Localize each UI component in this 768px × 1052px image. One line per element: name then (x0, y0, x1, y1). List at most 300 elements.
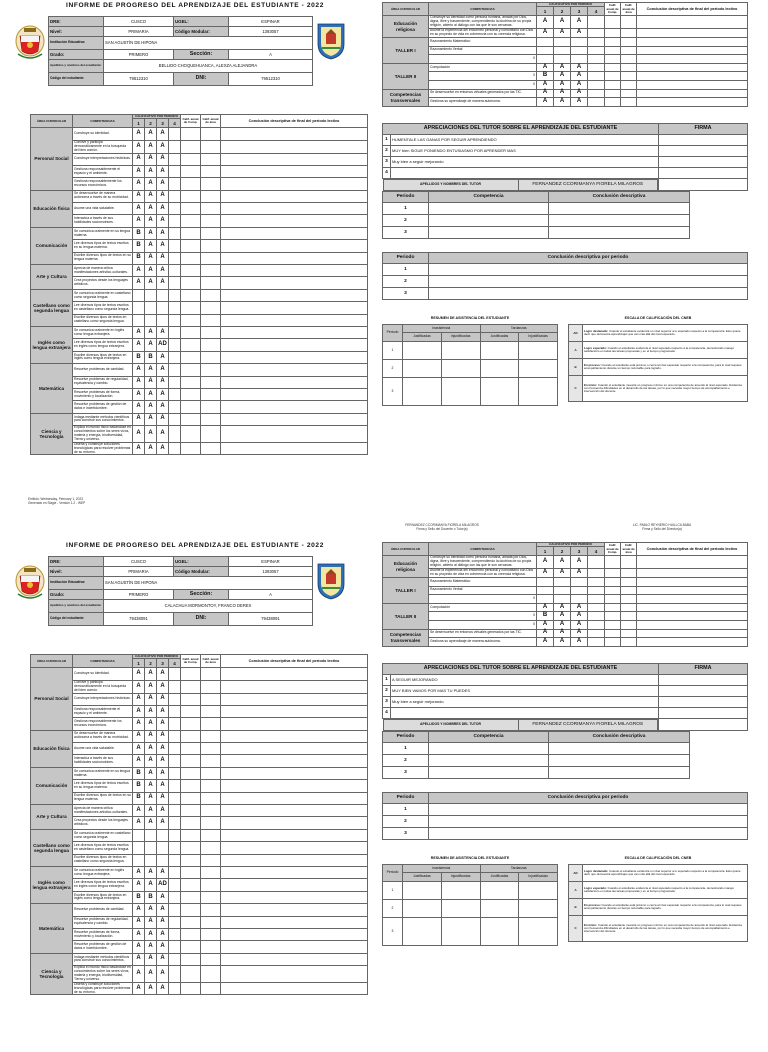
calif-area-cell (621, 569, 637, 578)
calif-anual-cell (181, 693, 201, 705)
competencia-text: Lee diversos tipos de textos escritos en su lengua materna. (73, 240, 133, 252)
header-area: ÁREA CURRICULAR (31, 655, 73, 668)
grade-cell: A (145, 705, 157, 717)
grade-cell: A (537, 569, 554, 578)
calif-anual-cell (181, 190, 201, 202)
calif-anual-cell (181, 227, 201, 239)
conclusion-cell (637, 89, 748, 98)
grade-cell-empty (169, 240, 181, 252)
table-row (31, 165, 368, 177)
grade-cell: A (157, 240, 169, 252)
area-name: Castellano como segunda lengua (31, 289, 73, 326)
header-period-p2: 2 (554, 7, 571, 16)
grade-cell-empty (169, 879, 181, 891)
grade-cell-empty (588, 620, 605, 629)
header-calif-area: Calif. anual de área (622, 543, 635, 554)
competencia-text (429, 595, 537, 604)
table-row (31, 916, 368, 928)
calif-area-cell (201, 966, 221, 983)
conclusion-cell (221, 376, 368, 388)
peru-coat-of-arms-icon (14, 564, 46, 602)
grade-cell: A (554, 80, 571, 89)
table-row (31, 928, 368, 940)
grade-cell: A (157, 140, 169, 153)
calif-area-cell (201, 743, 221, 755)
conclusion-cell (221, 982, 368, 995)
table-row (31, 240, 368, 252)
header-period-p2: 2 (145, 659, 157, 668)
grade-cell (554, 46, 571, 55)
calif-area-cell (621, 46, 637, 55)
table-row (31, 680, 368, 693)
competencia-text: Construye su identidad. (73, 668, 133, 680)
calif-anual-cell (605, 89, 621, 98)
calif-anual-cell (605, 55, 621, 64)
calif-anual-cell (605, 98, 621, 107)
calif-area-cell (201, 916, 221, 928)
competencia-text: Convive y participa democráticamente en la búsqueda del bien común. (73, 140, 133, 153)
tutor-title: APRECIACIONES DEL TUTOR SOBRE EL APRENDIZAJE DEL ESTUDIANTE (383, 663, 659, 674)
grade-cell: A (157, 817, 169, 829)
grade-cell-empty (169, 339, 181, 351)
grade-cell (571, 595, 588, 604)
competencia-text: Se comunica oralmente en castellano como segunda lengua. (73, 289, 133, 301)
ugel-value: ESPINAR (229, 557, 313, 567)
calif-anual-cell (605, 620, 621, 629)
competencia-text: Explica el mundo físico basándose en conocimientos sobre los seres vivos, materia y energía, biodiversidad, Tierra y universo. (74, 965, 131, 981)
calif-anual-cell (181, 879, 201, 891)
competencia-text: Se comunica oralmente en su lengua materna. (73, 767, 133, 779)
calif-area-cell (201, 767, 221, 779)
dre-value: CUSCO (104, 17, 174, 27)
codmod-label: Código Modular: (174, 27, 229, 37)
dre-value: CUSCO (104, 557, 174, 567)
competencia-text: Asume la experiencia del encuentro personal y comunitario con Dios en su proyecto de vida en coherencia con su creencia religiosa. (429, 569, 537, 578)
calif-anual-cell (181, 891, 201, 903)
calif-area-cell (621, 37, 637, 46)
grade-cell-empty (588, 638, 605, 647)
tutor-firma-label: FIRMA (659, 123, 748, 134)
grade-cell: A (537, 98, 554, 107)
grade-cell: A (145, 817, 157, 829)
table-row (31, 178, 368, 190)
area-name: Educación física (31, 730, 73, 767)
nivel-value: PRIMARIA (104, 567, 174, 577)
conclusion-cell (221, 805, 368, 817)
calif-area-cell (201, 364, 221, 376)
calif-area-cell (201, 817, 221, 829)
calif-area-cell (201, 165, 221, 177)
header-conclusion: Conclusión descriptiva de final del periodo lectivo (637, 543, 748, 556)
grade-cell-empty (588, 46, 605, 55)
grade-cell: A (145, 265, 157, 277)
calif-anual-cell (605, 569, 621, 578)
grade-cell: A (571, 620, 588, 629)
competencia-text: Se comunica oralmente en castellano como segunda lengua. (73, 829, 133, 841)
calif-anual-cell (181, 792, 201, 804)
grade-cell-empty (169, 227, 181, 239)
area-name: Arte y Cultura (31, 805, 73, 830)
grade-cell-empty (169, 203, 181, 215)
competencia-text: Indaga mediante métodos científicos para construir sus conocimientos. (73, 953, 133, 965)
grade-cell: A (554, 638, 571, 647)
grade-cell: B (537, 72, 554, 81)
area-name: Personal Social (31, 128, 73, 190)
conclusion-cell (221, 904, 368, 916)
grade-cell: A (554, 620, 571, 629)
grade-cell: A (145, 203, 157, 215)
grade-cell (133, 289, 145, 301)
grade-cell: A (133, 966, 145, 983)
area-name: Inglés como lengua extranjera (31, 326, 73, 363)
calif-area-cell (621, 63, 637, 72)
grade-cell (537, 577, 554, 586)
header-period-p4: 4 (588, 547, 605, 556)
calif-anual-cell (181, 854, 201, 866)
report-title: INFORME DE PROGRESO DEL APRENDIZAJE DEL ESTUDIANTE - 2022 (66, 2, 324, 9)
grade-cell: A (145, 866, 157, 878)
grade-cell: A (145, 388, 157, 400)
calif-area-cell (201, 289, 221, 301)
apreciacion-row: 2 MUY bien SIGUE PONIENDO ENTUSIASMO POR APRENDER MAS (383, 145, 748, 156)
calif-area-cell (201, 153, 221, 165)
area-name: Arte y Cultura (31, 265, 73, 290)
conclusion-cell (637, 569, 748, 578)
competencia-text: Indaga mediante métodos científicos para construir sus conocimientos. (73, 413, 133, 425)
grade-cell: A (157, 904, 169, 916)
grade-cell: A (145, 240, 157, 252)
calif-anual-cell (181, 953, 201, 965)
table-row (31, 190, 368, 202)
grade-cell (145, 842, 157, 854)
grade-cell: A (145, 730, 157, 742)
grade-cell: A (537, 556, 554, 569)
table-row (31, 780, 368, 792)
grade-cell: A (145, 718, 157, 730)
grade-cell: A (554, 603, 571, 612)
grade-cell: A (537, 620, 554, 629)
conclusion-cell (221, 165, 368, 177)
competencia-text (429, 80, 537, 89)
header-calif-anual: Calif. anual de Comp. (181, 115, 201, 128)
calif-area-cell (201, 953, 221, 965)
institucion-value: SAN AGUSTÍN DE HIPONA (104, 37, 313, 50)
table-row (31, 326, 368, 338)
grade-cell-empty (169, 705, 181, 717)
grade-cell: A (157, 426, 169, 443)
grade-cell-empty (588, 63, 605, 72)
table-row: 1 (383, 264, 748, 276)
grade-cell: A (157, 982, 169, 995)
grade-cell: A (537, 29, 554, 38)
header-period-p4: 4 (169, 659, 181, 668)
header-area: ÁREA CURRICULAR (383, 3, 429, 16)
conclusion-cell (221, 153, 368, 165)
calif-area-cell (201, 693, 221, 705)
calif-area-cell (201, 842, 221, 854)
dre-label: DRE: (49, 557, 104, 567)
calif-area-cell (201, 351, 221, 363)
grade-cell-empty (588, 603, 605, 612)
grade-cell-empty (169, 165, 181, 177)
header-calificativo: CALIFICATIVO POR PERIODO (537, 3, 605, 7)
table-row: 3 (383, 767, 690, 779)
calif-anual-cell (181, 866, 201, 878)
grade-cell-empty (169, 904, 181, 916)
grade-cell-empty (169, 755, 181, 767)
conclusion-cell (637, 55, 748, 64)
grade-cell: A (157, 718, 169, 730)
grade-cell: A (157, 668, 169, 680)
grade-cell: B (133, 240, 145, 252)
grade-cell-empty (588, 629, 605, 638)
competencia-text: Resuelve problemas de cantidad. (73, 904, 133, 916)
header-calificativo: CALIFICATIVO POR PERIODO (537, 543, 605, 547)
asistencia-title: RESUMEN DE ASISTENCIA DEL ESTUDIANTE (430, 856, 510, 861)
conclusion-cell (221, 879, 368, 891)
periodo-header: Periodo (383, 732, 429, 743)
apreciacion-row: 3 Muy bien a seguir mejorando (383, 156, 748, 167)
grade-cell: A (571, 29, 588, 38)
conclusion-cell (637, 595, 748, 604)
nombre-label: Apellidos y nombres del estudiante: (49, 60, 104, 73)
table-row (31, 705, 368, 717)
header-calif-area: Calif. anual de área (622, 3, 635, 14)
table-row (31, 128, 368, 140)
apreciacion-row: 4 (383, 707, 748, 718)
grade-cell: A (157, 401, 169, 413)
grade-cell: A (145, 879, 157, 891)
conclusion-periodo-header: Conclusión descriptiva por periodo (429, 793, 748, 804)
competencia-text: Crea proyectos desde los lenguajes artísticos. (73, 817, 133, 829)
calif-area-cell (201, 240, 221, 252)
escala-row: C En inicio: Cuando el estudiante muestra un progreso mínimo en una competencia de acuerdo al nivel esperado. Evidencia con frecuencia dificultades en el desarrollo de las tareas, por lo que necesita mayor tiempo de acompañamiento e intervención del docente. (569, 376, 748, 402)
grade-cell-empty (169, 364, 181, 376)
conclusion-cell (221, 426, 368, 443)
grade-cell: A (554, 569, 571, 578)
calif-area-cell (201, 190, 221, 202)
grade-cell: A (145, 928, 157, 940)
header-calificativo: CALIFICATIVO POR PERIODO (133, 655, 181, 659)
grade-cell: A (157, 215, 169, 227)
grade-cell: A (145, 277, 157, 289)
grade-cell: A (133, 817, 145, 829)
grade-cell: A (145, 982, 157, 995)
calif-area-cell (621, 595, 637, 604)
calif-anual-cell (181, 351, 201, 363)
grado-label: Grado: (49, 50, 104, 60)
calif-area-cell (201, 252, 221, 264)
grade-cell: A (145, 215, 157, 227)
competencia-text: Resuelve problemas de forma, movimiento y localización. (73, 928, 133, 940)
table-row (31, 743, 368, 755)
calif-anual-cell (605, 595, 621, 604)
grade-cell: A (133, 339, 145, 351)
grade-cell: A (133, 879, 145, 891)
competencia-conclusion-table (382, 191, 690, 239)
competencia-header: Competencia (429, 192, 549, 203)
calif-area-cell (201, 680, 221, 693)
competencia-text (429, 620, 537, 629)
conclusion-cell (221, 240, 368, 252)
grade-cell: A (133, 730, 145, 742)
calif-area-cell (201, 891, 221, 903)
conclusion-header: Conclusión descriptiva (549, 192, 690, 203)
grade-cell-empty (169, 829, 181, 841)
header-calificativo: CALIFICATIVO POR PERIODO (133, 115, 181, 119)
grade-cell: A (133, 668, 145, 680)
table-row: 3 (383, 227, 690, 239)
grade-cell-empty (588, 55, 605, 64)
conclusion-cell (221, 966, 368, 983)
escala-title: ESCALA DE CALIFICACIÓN DEL CNEB (624, 856, 692, 861)
grade-cell (537, 595, 554, 604)
table-row (383, 586, 748, 595)
table-row (383, 72, 748, 81)
conclusion-cell (221, 178, 368, 190)
student-dni: 79512310 (229, 73, 313, 86)
seccion-value: A (229, 50, 313, 60)
competencia-text: Escribe diversos tipos de textos en castellano como segunda lengua. (73, 854, 133, 866)
table-row (31, 277, 368, 289)
table-row: 3 (383, 288, 748, 300)
report-title: INFORME DE PROGRESO DEL APRENDIZAJE DEL ESTUDIANTE - 2022 (66, 542, 324, 549)
table-row (383, 620, 748, 629)
grade-cell: A (133, 376, 145, 388)
grade-cell-empty (588, 37, 605, 46)
competencia-text: Escribe diversos tipos de textos en inglés como lengua extranjera. (73, 891, 133, 903)
calif-area-cell (201, 388, 221, 400)
grade-cell: A (537, 629, 554, 638)
periodo-header: Periodo (383, 253, 429, 264)
competencia-text: Gestiona su aprendizaje de manera autónoma. (429, 638, 537, 647)
grade-cell-empty (588, 612, 605, 621)
grade-cell (554, 577, 571, 586)
grade-cell-empty (169, 153, 181, 165)
grades-table-left (30, 654, 368, 995)
grade-cell-empty (169, 743, 181, 755)
grade-cell-empty (169, 928, 181, 940)
header-period-p4: 4 (169, 119, 181, 128)
grade-cell-empty (169, 693, 181, 705)
table-row (383, 629, 748, 638)
calif-anual-cell (181, 982, 201, 995)
table-row (31, 289, 368, 301)
table-row (383, 55, 748, 64)
zero-value: 0 (533, 613, 535, 618)
calif-area-cell (201, 302, 221, 314)
grade-cell: A (133, 705, 145, 717)
header-period-p1: 1 (537, 547, 554, 556)
calif-area-cell (201, 780, 221, 792)
grade-cell (157, 302, 169, 314)
grade-cell-empty (169, 426, 181, 443)
grade-cell: AD (157, 339, 169, 351)
header-calif-anual: Calif. anual de Comp. (606, 543, 619, 554)
codigo-label: Código del estudiante: (49, 73, 104, 86)
grade-cell: A (145, 780, 157, 792)
nombre-label: Apellidos y nombres del estudiante: (49, 600, 104, 613)
grade-cell: A (133, 265, 145, 277)
competencia-text: Convive y participa democráticamente en la búsqueda del bien común. (73, 680, 133, 693)
grade-cell: A (157, 953, 169, 965)
competencia-conclusion-table (382, 731, 690, 779)
grade-cell-empty (169, 767, 181, 779)
escala-row: C En inicio: Cuando el estudiante muestra un progreso mínimo en una competencia de acuerdo al nivel esperado. Evidencia con frecuencia dificultades en el desarrollo de las tareas, por lo que necesita mayor tiempo de acompañamiento e intervención del docente. (569, 916, 748, 942)
grade-cell-empty (169, 916, 181, 928)
grade-cell (157, 314, 169, 326)
competencia-text (429, 612, 537, 621)
calif-area-cell (621, 620, 637, 629)
calif-anual-cell (181, 718, 201, 730)
director-signature: LIC. PABLO REYNERIO HUILLCA BABA Firma y Sello del Director(a) (632, 523, 692, 531)
competencia-text: Se desenvuelve de manera autónoma a través de su motricidad. (73, 190, 133, 202)
calif-anual-cell (605, 72, 621, 81)
grade-cell: A (537, 638, 554, 647)
grade-cell-empty (169, 442, 181, 455)
grade-cell: B (133, 767, 145, 779)
table-row (31, 252, 368, 264)
competencia-text (429, 72, 537, 81)
seccion-value: A (229, 590, 313, 600)
grade-cell-empty (169, 854, 181, 866)
calif-area-cell (621, 72, 637, 81)
grade-cell: B (145, 351, 157, 363)
escala-row: AD Logro destacado: Cuando el estudiante evidencia un nivel superior a lo esperado respecto a la competencia. Esto quiere decir que demuestra aprendizajes que van más allá del nivel esperado. (569, 325, 748, 342)
table-row (31, 227, 368, 239)
conclusion-cell (221, 128, 368, 140)
table-row (383, 29, 748, 38)
apreciacion-row: 1 HUMENTALE LAS GANAS POR SEGUIR APRENDIENDO (383, 134, 748, 145)
table-row: 3 (383, 378, 558, 406)
grade-cell: A (133, 442, 145, 455)
grade-cell-empty (588, 98, 605, 107)
ugel-label: UGEL: (174, 17, 229, 27)
calif-anual-cell (181, 767, 201, 779)
conclusion-cell (221, 364, 368, 376)
conclusion-cell (637, 620, 748, 629)
grade-cell: A (145, 442, 157, 455)
calif-anual-cell (605, 603, 621, 612)
conclusion-cell (637, 80, 748, 89)
area-name: TALLER I (383, 577, 429, 603)
grade-cell (133, 302, 145, 314)
calif-area-cell (201, 401, 221, 413)
table-row (31, 817, 368, 829)
competencia-text: Resuelve problemas de gestión de datos e incertidumbre. (73, 941, 133, 953)
competencia-text: Asume una vida saludable. (73, 743, 133, 755)
institucion-value: SAN AGUSTÍN DE HIPONA (104, 577, 313, 590)
competencia-text: Se desenvuelve de manera autónoma a través de su motricidad. (73, 730, 133, 742)
calif-area-cell (201, 426, 221, 443)
table-row (31, 842, 368, 854)
conclusion-periodo-header: Conclusión descriptiva por periodo (429, 253, 748, 264)
grade-cell: A (133, 866, 145, 878)
calif-area-cell (201, 277, 221, 289)
calif-area-cell (201, 755, 221, 767)
header-area: ÁREA CURRICULAR (383, 543, 429, 556)
calif-area-cell (201, 928, 221, 940)
table-row (31, 413, 368, 425)
grado-label: Grado: (49, 590, 104, 600)
conclusion-cell (221, 730, 368, 742)
peru-coat-of-arms-icon (14, 24, 46, 62)
grade-cell: A (133, 203, 145, 215)
tutor-name: FERNANDEZ CCORIMANYA FIORELA MILAGROS (518, 179, 658, 190)
competencia-text: Explica el mundo físico basándose en conocimientos sobre los seres vivos, materia y energía, biodiversidad, Tierra y universo. (74, 425, 131, 441)
calif-area-cell (621, 55, 637, 64)
competencia-text: Computación (429, 603, 537, 612)
